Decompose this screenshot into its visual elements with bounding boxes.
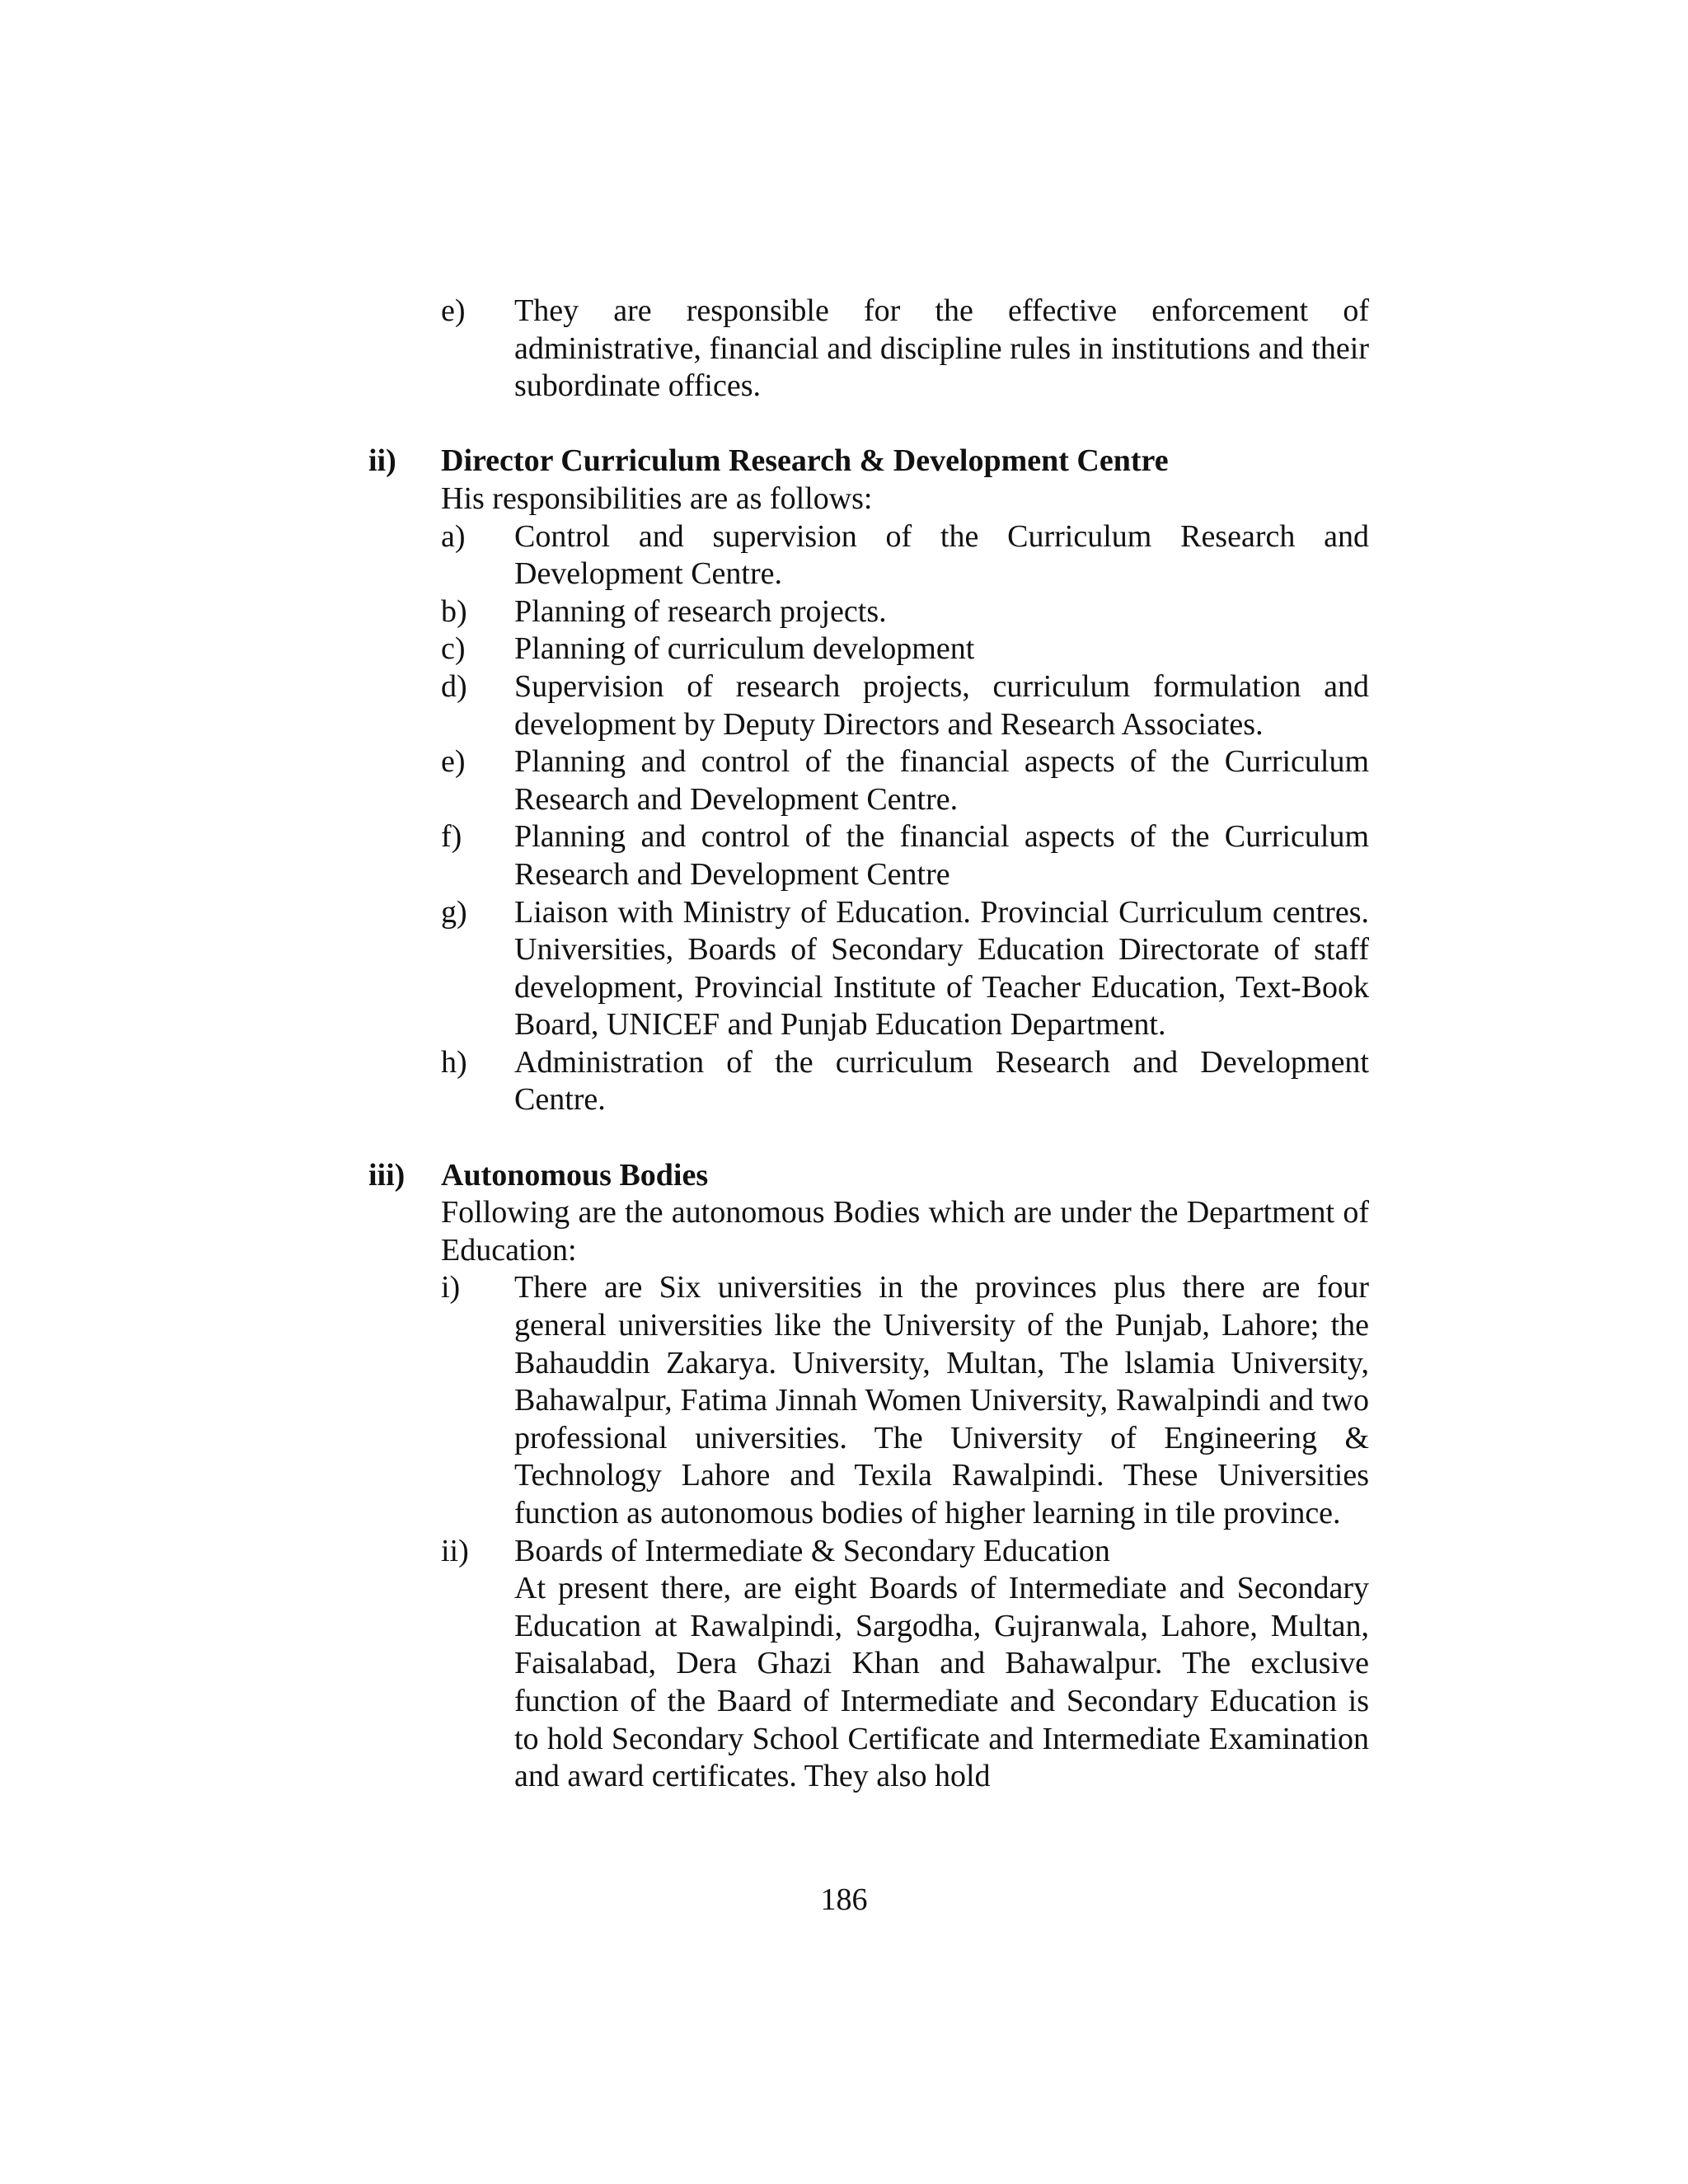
section-marker: ii) (368, 443, 396, 479)
list-item-text: Administration of the curriculum Research and Development Centre. (514, 1044, 1369, 1118)
list-item-text: Planning and control of the financial aspects of the Curriculum Research and Development Centre (514, 819, 1369, 892)
list-marker: i) (441, 1270, 461, 1305)
section-intro: His responsibilities are as follows: (441, 480, 873, 516)
list-item-text: Liaison with Ministry of Education. Provincial Curriculum centres. Universities, Boards of Secondary Education Directorate of staff development, Provincial Institute of Teacher Education, Text-Book Board, UNICEF and Punjab Education Department. (514, 894, 1369, 1043)
list-item (441, 630, 1369, 668)
list-marker: ii) (441, 1533, 469, 1568)
list-marker: h) (441, 1044, 467, 1080)
section-marker: iii) (368, 1157, 406, 1193)
list-item (441, 1269, 1369, 1532)
list-marker: e) (441, 293, 466, 328)
list-marker: b) (441, 593, 467, 629)
list-item (441, 518, 1369, 593)
list-item-text: Planning of curriculum development (514, 631, 975, 667)
list-marker: g) (441, 894, 467, 930)
list-item (441, 668, 1369, 743)
list-item-title: Boards of Intermediate & Secondary Education (514, 1533, 1110, 1568)
list-item-text: Supervision of research projects, curriculum formulation and development by Deputy Directors and Research Associates. (514, 668, 1369, 742)
page-content (368, 293, 1369, 1796)
list-item-text: Planning and control of the financial aspects of the Curriculum Research and Development Centre. (514, 744, 1369, 817)
autonomous-bodies-list (441, 1269, 1369, 1795)
list-item-text: Planning of research projects. (514, 593, 887, 629)
list-item (441, 743, 1369, 818)
list-marker: f) (441, 819, 462, 855)
list-item-lead (368, 293, 1369, 405)
list-marker: c) (441, 631, 466, 667)
list-marker: a) (441, 518, 466, 554)
list-item-text: At present there, are eight Boards of Intermediate and Secondary Education at Rawalpindi, Sargodha, Gujranwala, Lahore, Multan, Faisalabad, Dera Ghazi Khan and Bahawalpur. The exclusive function of the Baard of Intermediate and Secondary Education is to hold Secondary School Certificate and Intermediate Examination and award certificates. They also hold (514, 1571, 1369, 1794)
section-body (441, 443, 1369, 1119)
section-director-curriculum (368, 443, 1369, 1119)
section-body (441, 1157, 1369, 1796)
section-heading: Director Curriculum Research & Development Centre (441, 443, 1169, 479)
list-item (441, 1044, 1369, 1119)
section-heading: Autonomous Bodies (441, 1157, 709, 1193)
list-marker: e) (441, 744, 466, 780)
section-autonomous-bodies (368, 1157, 1369, 1796)
list-item-text: There are Six universities in the provinces plus there are four general universities like the University of the Punjab, Lahore; the Bahauddin Zakarya. University, Multan, The lslamia University, Bahawalpur, Fatima Jinnah Women University, Rawalpindi and two professional universities. The University of Engineering & Technology Lahore and Texila Rawalpindi. These Universities function as autonomous bodies of higher learning in tile province. (514, 1270, 1369, 1530)
section-intro: Following are the autonomous Bodies which are under the Department of Education: (441, 1195, 1369, 1268)
list-item (441, 818, 1369, 893)
list-item-text: They are responsible for the effective enforcement of administrative, financial and discipline rules in institutions and their subordinate offices. (514, 293, 1369, 404)
list-item (441, 894, 1369, 1044)
list-item-text: Control and supervision of the Curriculum Research and Development Centre. (514, 518, 1369, 592)
list-item (441, 593, 1369, 631)
responsibility-list (441, 518, 1369, 1120)
list-item-body (514, 1533, 1369, 1796)
page-number: 186 (820, 1882, 868, 1917)
list-item (441, 1533, 1369, 1796)
list-marker: d) (441, 668, 467, 704)
